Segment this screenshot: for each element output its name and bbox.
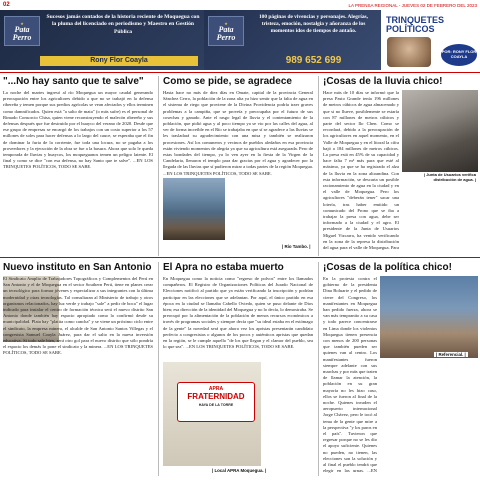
byline-badge: POR: RONY FLOR COAYLA [441,44,477,66]
top-rule [0,72,480,73]
photo-caption: | Río Tambo. | [282,244,311,249]
photo-caption: | Junta de Usuarios verifica distribución de agua. | [402,172,478,182]
river-photo [163,178,225,240]
article-body: La noche del martes ingresó al río Moquegua un mayor caudal generando preocupación entre los agricultores debido a que no se trabajó en la defensa ribereña y temen porque sus predios agrícolas se vean afectados y ellos terminen como damnificados. Quien está "a salto de mata" (o más sufre) es el personal de Rimado Consorcio Chisa, quien viene reconstruyendo el malecón ribereño y sus defensas después que fue destruido por el huayco del verano de 2020. Desde que ese grupo de empresas se encargó de los trabajos con un costo superior a los 57 millones de soles para hacer defensas a lo largo del cauce, se esperaba que el fin de dominar la furia de la corriente, fue toda una locura, no se pagaba a los proveedores y la ejecución de la obra se fue a la basura. Ahora que solo le queda temporada de lluvias y huaycos, los moqueguanos temen un peligro latente. El final y como se dice "con esa defensa, no hay Santo que te salve". ...EN LOS TRINQUETES POLÍTICOS, TODO SE SABE. [3,90,153,170]
book-logo: ★ Pata Perro [208,16,244,46]
page-header [0,0,480,10]
ad-text: 100 páginas de vivencias y personajes. Alegrías, tristeza, emoción, nostalgia y añoranza de los momentos idos de tiempos de antaño. [258,14,368,34]
article-title: ¡Cosas de la política chico! [323,262,452,273]
book-ad-right[interactable] [204,10,381,70]
column-divider [158,76,159,256]
ad-text: Sucesos jamás contados de la historia reciente de Moquegua con la pluma del licenciado en periodismo y Maestro en Gestión Pública [46,14,200,35]
protest-photo [380,276,478,358]
article-title: Nuevo instituto en San Antonio [3,262,152,273]
book-logo: ★ Pata Perro [4,16,40,46]
article-body: El Sindicato Amplio de Trabajadores Topográficos y Complementos del Perú en San Antonio y el de Moquegua en el sector Southern Perú, tiene en planes crear un tecnológico para formar jóvenes y especializar a sus integrantes con la última modernidad y otras tecnologías. Tal consultaran al Ministerio de trabajo y otros organismos relacionados, hay luz verde y trabajo "sale" a pedir de boca" el lugar indicado para instalar el centro de formación técnica será el nuevo distrito San Antonio donde también hay espacio apropiado como lo confirmó desde su municipalidad. Plata hay "platita como cancha" y se viene un próximo ciclo entre el sindicato, la empresa minera, el alcalde de San Antonio Santos Villegas y el congresista Samuel Coayla Juárez, para dar el salto en la nueva inversión educativa. Si todo sale bien, será otro gol para el nuevo distrito que sólo pondría el espacio los demás lo pone el sindicato y la minera. ...EN LOS TRINQUETES POLÍTICOS, TODO SE SABE. [3,276,153,356]
columnist-photo [387,37,431,67]
publication-line: LA PRENSA REGIONAL - JUEVES 02 DE FEBRERO DEL 2023 [348,2,477,8]
article-title: Como se pide, se agradece [163,76,292,87]
ad-banner [0,10,480,70]
ad-phone: 989 652 699 [285,55,342,66]
article-body: Hasta hace no más de diez días en Omate, capital de la provincia General Sánchez Cerro, la población de la zona alta ya hizo sentir que la falta de agua en el sistema de riego que proviene de la Divina Providencia podría traer graves problemas a la campiña, que se proveía y preocupaba por el futuro de sus cosechas y ganado. Ante el rasgo legal de lluvia y el contentamiento de la población, que pidió agua y al poco tiempo ya se vio por las calles del agua, al ver de forma increíble en el Río se trabajaba en que sí se agradece a las lluvias se les trasladará su agradecimiento con una misa y también se realizaron procesiones. Así los comuneros y vecinos de pueblos aledaños en esa provincia están viviendo momentos de alegría ya que su agricultura está asegurada. Pero de estas bondades del tiempo, ya lo ven ayer en la fiesta de la Virgen de la Candelaria, llenaron el templo para dar gracias por el agua y agradecer por la llegada de las lluvias que sí pudieron mirar a todas partes de la región Moquegua. ...EN LOS TRINQUETES POLÍTICOS, TODO SE SABE. [163,90,313,176]
article-body: En Moquegua como la noticia como "regreso de polvos" entre los llamados compañeros. El Registro de Organizaciones Políticas del Jurado Nacional de Elecciones notificó al partido que ya están verificando la inscripción y podrían participar en las elecciones que se adelantan. Por aquí, el único partido en esa época en la ciudad se llamaba Cabello Oviedo, quien se puso delante de Dios bien; esa dirección de la identidad del Moquegua y no lo decía, lo demostraba. Se preocupó por la alimentación de la población de menos recursos económicos a través de programas sociales y siempre decía que "su ideal estaba en el estómago de la gente" la novedad será que ahora vez los apristas presentarán candidato perfecto a congresistas o algunos de los pocos y auténticos apristas que quedan en la región, se le cumple aquello "de los que llegan y el clamor del pueblo, sea lo que sea". ...EN LOS TRINQUETES POLÍTICOS, TODO SE SABE. [163,276,313,350]
page-number: 02 [3,2,10,8]
book-ad-left[interactable] [0,10,204,70]
column-divider [158,262,159,476]
article-title: "...No hay santo que te salve" [3,76,144,87]
mid-rule [0,257,480,258]
column-title: TRINQUETES POLÍTICOS [386,15,445,34]
column-promo [381,10,480,70]
photo-caption: | Referencial. | [436,352,466,357]
article-body: En la protesta contra el gobierno de la presidenta Dina Boluarte y el pedido de cierre del Congreso, los manifestantes en Moquegua han pedido fuerza, ahora se van más tempranito a su casa y todo parece concentrarse en Lima donde los violentos Moquegua tienen presencia con menos de 200 personas que también pueden ser quienes van al centro. Los manifestantes fueron siempre adelante con sus marchas y por más que traten de llamar la atención, la población en su gran mayoría no les hizo caso, ellos se fueron al final de la noche. Quienes invaden el aeropuerto internacional Jorge Chávez, pero le tocó al tema de la gente que mire a la perspectiva "y los paros en el país". Tuvieron que regresar porque no se les dio el apoyo suficiente. Quienes no pueden, no tienen, las elecciones son la solución y al final el pueblo tendrá que elegir en las urnas. ...EN [323,276,377,474]
author-name: Rony Flor Coayla [40,56,198,66]
article-body: Hace más de 10 días se informó que la presa Pasto Grande tenía 196 millones de metros cúbicos de agua almacenado y que si no llueve, posiblemente se estaría con 87 millones de metros cúbicos y parte del sector Ilo Chen. Como se recordará, debido a la preocupación de los agricultores en aquel momento, en el Valle de Moquegua y en el litoral la cifra bajó a 184 millones de metros cúbicos. La presa está en 45% de su capacidad y hace falta 7 m³ más para que esté al máximo, ya que se ha registrado el alza de la lluvia en la zona altoandina. Con esta información, se descarta un posible racionamiento de agua en la ciudad y en el valle de Moquegua. Pero los agricultores "deberán tener" sacar una lotería, tras haber emitido un comunicado del Prono que se iba a trabajar la presa con agua, debe ser informado a la ciudad y el agro. El presidente de la Junta de Usuarios Miguel Vizcarra, ha venido verificando en la zona de la represa la distribución del agua para el valle de Moquegua. Para [323,90,399,251]
article-title: ¡Cosas de la lluvia chico! [323,76,443,87]
photo-caption: | Local APRA Moquegua. | [212,468,267,473]
apra-photo [163,362,261,466]
column-divider [318,262,319,476]
dam-photo [402,90,478,176]
article-body-cont [229,178,313,244]
article-title: El Apra no estaba muerto [163,262,284,273]
apra-banner: APRA FRATERNIDAD HAYA DE LA TORRE [177,382,255,422]
column-divider [318,76,319,256]
